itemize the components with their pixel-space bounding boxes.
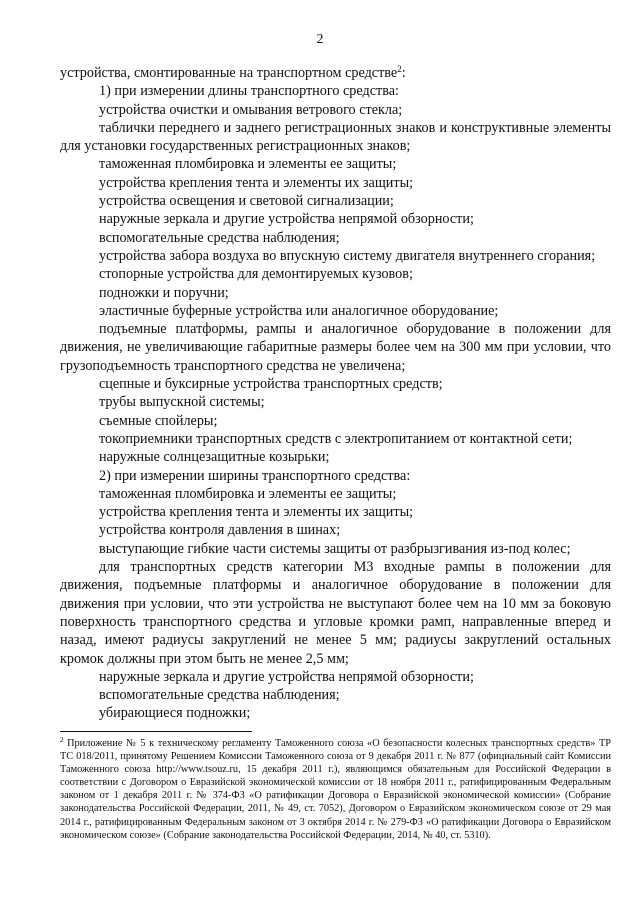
paragraph-text: наружные зеркала и другие устройства непрямой обзорности; <box>99 668 474 685</box>
paragraph-text: наружные зеркала и другие устройства непрямой обзорности; <box>99 211 474 228</box>
page-number: 2 <box>316 32 324 47</box>
paragraph <box>60 412 611 430</box>
paragraph <box>60 284 611 302</box>
paragraph-text: устройства освещения и световой сигнализации; <box>99 193 394 210</box>
paragraph <box>60 320 611 375</box>
paragraph <box>60 82 611 100</box>
paragraph <box>60 467 611 485</box>
paragraph-text: подножки и поручни; <box>99 284 229 301</box>
footnote-marker: 2 <box>60 736 64 744</box>
paragraph-text: подъемные платформы, рампы и аналогичное оборудование в положении для движения, не увеличивающие габаритные размеры более чем на 300 мм при условии, что грузоподъемность транспортного средства не увеличена; <box>60 321 611 374</box>
paragraph-text: устройства крепления тента и элементы их защиты; <box>99 174 414 191</box>
paragraph-text: токоприемники транспортных средств с электропитанием от контактной сети; <box>99 430 573 447</box>
paragraph <box>60 155 611 173</box>
paragraph-text: для транспортных средств категории М3 входные рампы в положении для движения, подъемные платформы и аналогичное оборудование в положении для движения при условии, что эти устройства не выступают более чем на 10 мм за боковую поверхность транспортного средства и угловые кромки рамп, направленные вперед и назад, имеют радиусы закруглений не менее 5 мм; радиусы закруглений остальных кромок должны при этом быть не менее 2,5 мм; <box>60 559 611 667</box>
paragraph <box>60 265 611 283</box>
footnote <box>60 737 611 842</box>
paragraph-text: трубы выпускной системы; <box>99 394 265 411</box>
paragraph-text: устройства крепления тента и элементы их защиты; <box>99 504 414 521</box>
paragraph-text: убирающиеся подножки; <box>99 705 251 722</box>
footnote-text: Приложение № 5 к техническому регламенту Таможенного союза «О безопасности колесных транспортных средств» ТР ТС 018/2011, принятому Решением Комиссии Таможенного союза от 9 декабря 2011 г. № 877 (официальный сайт Комиссии Таможенного союза http://www.tsouz.ru, 15 декабря 2011 г.), являющимся обязательным для Российской Федерации в соответствии с Договором о Евразийской экономической комиссии от 18 ноября 2011 г., ратифицированным Федеральным законом от 1 декабря 2011 г. № 374-ФЗ «О ратификации Договора о Евразийской экономической комиссии» (Собрание законодательства Российской Федерации, 2011, № 49, ст. 7052), Договором о Евразийском экономическом союзе от 29 мая 2014 г., ратифицированным Федеральным законом от 3 октября 2014 г. № 279-ФЗ «О ратификации Договора о Евразийском экономическом союзе» (Собрание законодательства Российской Федерации, 2014, № 40, ст. 5310). <box>60 738 611 841</box>
footnote-reference: 2 <box>397 64 402 74</box>
paragraph-text: вспомогательные средства наблюдения; <box>99 687 340 704</box>
paragraph-text: устройства очистки и омывания ветрового стекла; <box>99 101 403 118</box>
paragraph <box>60 485 611 503</box>
paragraph <box>60 247 611 265</box>
footnote-separator <box>60 731 252 732</box>
paragraph <box>60 521 611 539</box>
paragraph <box>60 503 611 521</box>
paragraph <box>60 64 611 82</box>
paragraph <box>60 686 611 704</box>
paragraph-text-tail: : <box>401 65 406 81</box>
document-body <box>60 64 611 723</box>
paragraph-text: сцепные и буксирные устройства транспортных средств; <box>99 376 443 393</box>
paragraph-text: таможенная пломбировка и элементы ее защиты; <box>99 485 397 502</box>
paragraph <box>60 704 611 722</box>
paragraph <box>60 174 611 192</box>
paragraph <box>60 375 611 393</box>
paragraph <box>60 101 611 119</box>
paragraph <box>60 210 611 228</box>
paragraph <box>60 668 611 686</box>
paragraph-text: съемные спойлеры; <box>99 412 218 429</box>
paragraph <box>60 558 611 668</box>
paragraph <box>60 119 611 156</box>
paragraph <box>60 393 611 411</box>
paragraph-text: вспомогательные средства наблюдения; <box>99 229 340 246</box>
paragraph-text: эластичные буферные устройства или аналогичное оборудование; <box>99 302 499 319</box>
paragraph-text: наружные солнцезащитные козырьки; <box>99 449 330 466</box>
paragraph <box>60 540 611 558</box>
paragraph-text: стопорные устройства для демонтируемых кузовов; <box>99 266 413 283</box>
paragraph <box>60 229 611 247</box>
paragraph-text: 1) при измерении длины транспортного средства: <box>99 83 399 100</box>
paragraph-text: 2) при измерении ширины транспортного средства: <box>99 467 411 484</box>
paragraph <box>60 448 611 466</box>
paragraph <box>60 430 611 448</box>
paragraph-text: таблички переднего и заднего регистрационных знаков и конструктивные элементы для установки государственных регистрационных знаков; <box>60 119 611 155</box>
paragraph-text: устройства контроля давления в шинах; <box>99 522 341 539</box>
paragraph-text: выступающие гибкие части системы защиты от разбрызгивания из-под колес; <box>99 540 571 557</box>
paragraph <box>60 302 611 320</box>
paragraph-text: таможенная пломбировка и элементы ее защиты; <box>99 156 397 173</box>
paragraph-text: устройства забора воздуха во впускную систему двигателя внутреннего сгорания; <box>99 247 596 264</box>
paragraph-text: устройства, смонтированные на транспортном средстве <box>60 65 398 81</box>
paragraph <box>60 192 611 210</box>
